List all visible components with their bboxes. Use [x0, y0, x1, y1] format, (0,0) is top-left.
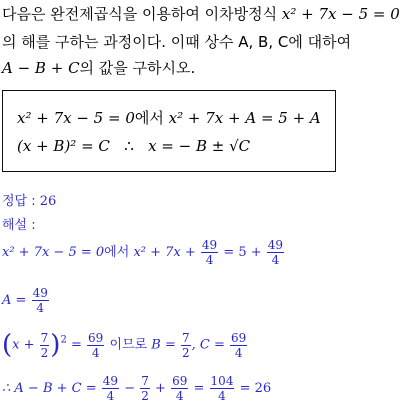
question-expression: A − B + C [2, 59, 80, 77]
s4-left: ∴ A − B + C = [2, 381, 97, 396]
numerator: 49 [201, 238, 218, 252]
open-paren: ( [2, 330, 13, 360]
box-eq-right: x² + 7x + A = 5 + A [168, 109, 321, 127]
question-line-1 [2, 4, 400, 24]
question-text-3: 의 값을 구하시오. [79, 59, 196, 77]
denominator: 4 [271, 253, 280, 267]
box-eq2-right: x = − B ± √C [148, 137, 251, 155]
s3-C: , C = [191, 337, 225, 353]
s3-B: B = [151, 337, 176, 353]
s2-left: A = [2, 293, 27, 308]
question-text-2: 의 해를 구하는 과정이다. 이때 상수 A, B, C에 대하여 [2, 33, 352, 51]
answer-line [2, 190, 56, 209]
numerator: 49 [267, 238, 284, 252]
s1-left: x² + 7x − 5 = 0 [2, 245, 105, 260]
s4-plus: + [155, 381, 166, 396]
solution-step-2 [2, 286, 50, 315]
denominator: 4 [205, 253, 214, 267]
fraction [32, 286, 49, 315]
numerator: 7 [40, 330, 49, 345]
denominator: 4 [91, 345, 100, 360]
s4-result: = 26 [239, 381, 272, 396]
fraction [40, 331, 50, 360]
box-line-1 [17, 107, 321, 128]
box-line-2 [17, 137, 250, 155]
numerator: 69 [88, 330, 104, 345]
denominator: 4 [175, 389, 184, 403]
numerator: 69 [231, 330, 247, 345]
denominator: 2 [40, 345, 49, 360]
solution-step-4 [2, 374, 271, 403]
s1-right-b: = 5 + [223, 245, 262, 260]
solution-label: 해설 : [2, 218, 36, 233]
box-eq2-left: (x + B)² = C [17, 137, 110, 155]
fraction [201, 238, 218, 267]
numerator: 69 [172, 374, 188, 388]
fraction [87, 331, 104, 360]
fraction [102, 374, 119, 403]
question-line-3 [2, 58, 195, 78]
s1-right-a: x² + 7x + [133, 245, 196, 260]
numerator: 7 [141, 374, 149, 388]
question-equation: x² + 7x − 5 = 0 [281, 5, 400, 23]
s4-minus: − [124, 381, 136, 396]
question-line-2 [2, 32, 351, 52]
numerator: 49 [102, 374, 119, 388]
denominator: 2 [181, 345, 190, 360]
answer-value: 26 [39, 194, 57, 209]
close-paren: ) [50, 330, 61, 360]
answer-label: 정답 : [2, 194, 36, 209]
numerator: 49 [32, 286, 48, 300]
s3-inner: x + [12, 337, 35, 353]
derivation-box [2, 90, 336, 172]
denominator: 4 [234, 345, 243, 360]
fraction [230, 331, 247, 360]
s1-mid: 에서 [104, 245, 130, 260]
box-eq-mid: 에서 [134, 109, 164, 127]
fraction [210, 374, 235, 403]
denominator: 2 [141, 389, 149, 403]
s3-eq: = [70, 337, 82, 353]
question-text-1: 다음은 완전제곱식을 이용하여 이차방정식 [2, 5, 278, 23]
s3-ko: 이므로 [109, 337, 148, 353]
numerator: 7 [181, 330, 190, 345]
denominator: 4 [218, 389, 226, 403]
fraction [181, 331, 191, 360]
box-eq-left: x² + 7x − 5 = 0 [17, 109, 135, 127]
solution-step-1 [2, 238, 285, 267]
denominator: 4 [106, 389, 115, 403]
therefore-symbol: ∴ [124, 137, 134, 155]
fraction [171, 374, 188, 403]
denominator: 4 [36, 301, 45, 315]
s4-eq: = [193, 381, 205, 396]
exponent: 2 [60, 334, 67, 346]
fraction [140, 374, 150, 403]
numerator: 104 [210, 374, 234, 388]
solution-step-3 [2, 330, 248, 360]
fraction [267, 238, 284, 267]
